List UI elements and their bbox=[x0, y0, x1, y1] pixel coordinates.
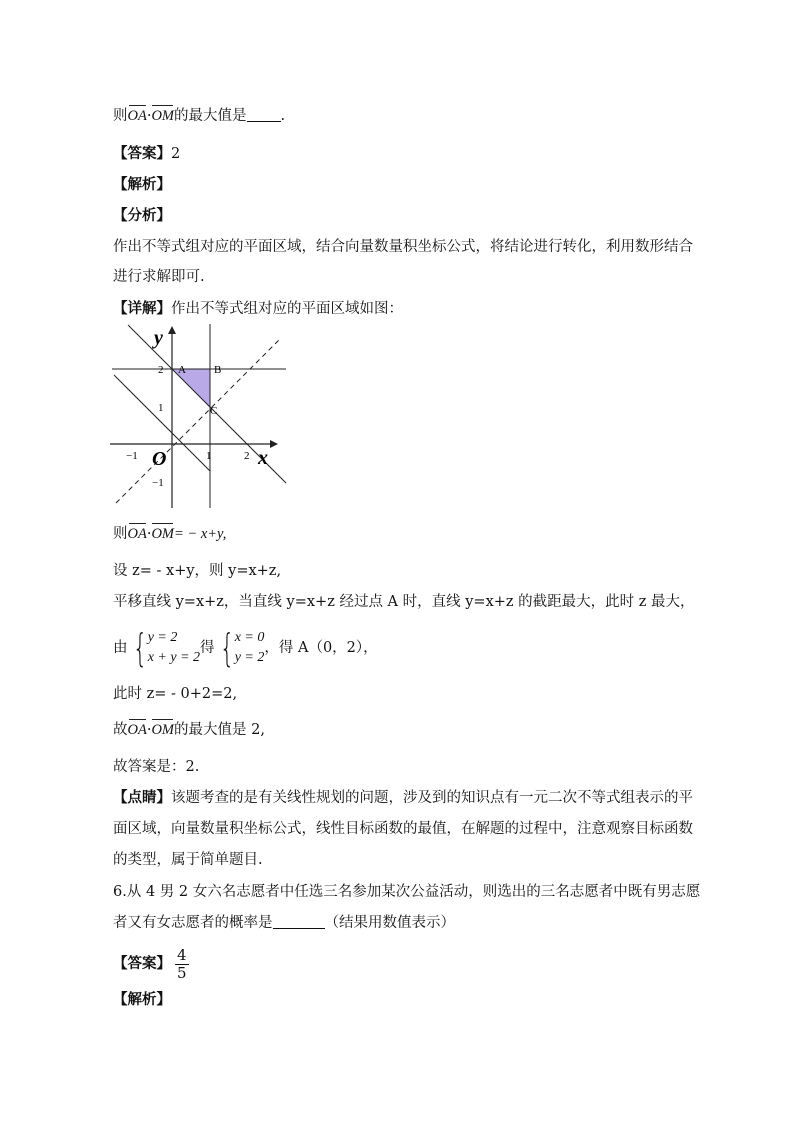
line-y-equals-x-dashed bbox=[116, 339, 280, 503]
question-6-answer bbox=[113, 946, 189, 982]
tick-x-1: 1 bbox=[206, 450, 212, 462]
vector-om: OM bbox=[151, 526, 175, 542]
comment-text-1: 该题考查的是有关线性规划的问题，涉及到的知识点有一元二次不等式组表示的平 bbox=[171, 790, 693, 806]
y-axis-arrow bbox=[168, 326, 176, 334]
question-6-analysis-label: 【解析】 bbox=[113, 991, 171, 1008]
comment-line-3: 的类型，属于简单题目. bbox=[113, 852, 263, 868]
text-a: 者又有女志愿者的概率是 bbox=[113, 915, 273, 931]
text-prefix: 由 bbox=[113, 640, 128, 656]
tick-y-neg1: −1 bbox=[152, 477, 164, 489]
max-line bbox=[113, 720, 265, 740]
answer-line bbox=[113, 144, 180, 164]
feasible-region-graph bbox=[110, 322, 295, 512]
result-expression: = − x+y, bbox=[174, 526, 227, 542]
fenxi-text-1: 作出不等式组对应的平面区域，结合向量数量积坐标公式，将结论进行转化，利用数形结合 bbox=[113, 239, 693, 255]
origin-label: O bbox=[152, 448, 167, 470]
equation-2: x + y = 2 bbox=[147, 650, 201, 665]
comment-line-1 bbox=[113, 788, 693, 808]
point-a-label: A bbox=[178, 364, 186, 376]
answer-blank bbox=[247, 107, 281, 122]
text-prefix: 则 bbox=[113, 526, 128, 542]
solution-2: y = 2 bbox=[234, 650, 265, 665]
answer-fraction bbox=[175, 947, 189, 982]
vector-oa: OA bbox=[127, 108, 147, 124]
result-line bbox=[113, 524, 226, 544]
equation-1: y = 2 bbox=[147, 630, 178, 645]
fenxi-text-2: 进行求解即可. bbox=[113, 269, 205, 285]
solution-1: x = 0 bbox=[234, 630, 265, 645]
vector-oa: OA bbox=[127, 722, 147, 738]
text-suffix: ，得 A（0，2）， bbox=[264, 640, 378, 656]
text-mid: 得 bbox=[200, 640, 215, 656]
detail-label: 【详解】 bbox=[113, 300, 171, 317]
final-answer-line: 故答案是：2. bbox=[113, 759, 200, 775]
system-line bbox=[113, 628, 378, 668]
text-prefix: 则 bbox=[113, 108, 128, 124]
tick-x-2: 2 bbox=[244, 450, 250, 462]
fenxi-label: 【分析】 bbox=[113, 207, 171, 224]
dot-operator: · bbox=[146, 108, 152, 124]
point-b-label: B bbox=[214, 364, 222, 376]
fraction-denominator: 5 bbox=[177, 963, 187, 982]
solution-system: { x = 0 y = 2 bbox=[219, 626, 265, 670]
analysis-label: 【解析】 bbox=[113, 176, 171, 193]
text-suffix: 的最大值是 2, bbox=[174, 722, 265, 738]
x-axis-label: x bbox=[258, 447, 268, 469]
text-end: . bbox=[280, 108, 286, 124]
z-value-line: 此时 z= - 0+2=2, bbox=[113, 686, 238, 702]
question-5-tail bbox=[113, 106, 285, 126]
tick-y-2: 2 bbox=[158, 364, 164, 376]
tick-y-1: 1 bbox=[158, 402, 164, 414]
fraction-numerator: 4 bbox=[177, 945, 187, 964]
answer-value: 2 bbox=[171, 146, 181, 162]
equation-system-1: { y = 2 x + y = 2 bbox=[132, 626, 201, 670]
answer-blank bbox=[273, 914, 325, 929]
vector-oa: OA bbox=[127, 526, 147, 542]
text-b: （结果用数值表示） bbox=[324, 915, 455, 931]
text-suffix: 的最大值是 bbox=[174, 108, 247, 124]
answer-label: 【答案】 bbox=[113, 145, 171, 162]
set-z-line: 设 z= - x+y，则 y=x+z, bbox=[113, 563, 282, 579]
answer-label: 【答案】 bbox=[113, 955, 171, 972]
shift-line: 平移直线 y=x+z，当直线 y=x+z 经过点 A 时，直线 y=x+z 的截距最大，此时 z 最大， bbox=[113, 594, 695, 610]
comment-line-2: 面区域，向量数量积坐标公式，线性目标函数的最值，在解题的过程中，注意观察目标函数 bbox=[113, 821, 693, 837]
question-6-line-2 bbox=[113, 913, 455, 933]
detail-text: 作出不等式组对应的平面区域如图： bbox=[171, 301, 403, 317]
x-axis-arrow bbox=[270, 440, 278, 448]
tick-x-neg1: −1 bbox=[126, 450, 138, 462]
y-axis-label: y bbox=[154, 327, 163, 349]
text-prefix: 故 bbox=[113, 722, 128, 738]
vector-om: OM bbox=[151, 108, 175, 124]
question-6-line-1: 6.从 4 男 2 女六名志愿者中任选三名参加某次公益活动，则选出的三名志愿者中既有男志愿 bbox=[113, 884, 701, 900]
dot-operator: · bbox=[146, 526, 152, 542]
detail-line bbox=[113, 299, 403, 319]
dot-operator: · bbox=[146, 722, 152, 738]
comment-label: 【点睛】 bbox=[113, 789, 171, 806]
point-c-label: C bbox=[210, 405, 218, 417]
vector-om: OM bbox=[151, 722, 175, 738]
